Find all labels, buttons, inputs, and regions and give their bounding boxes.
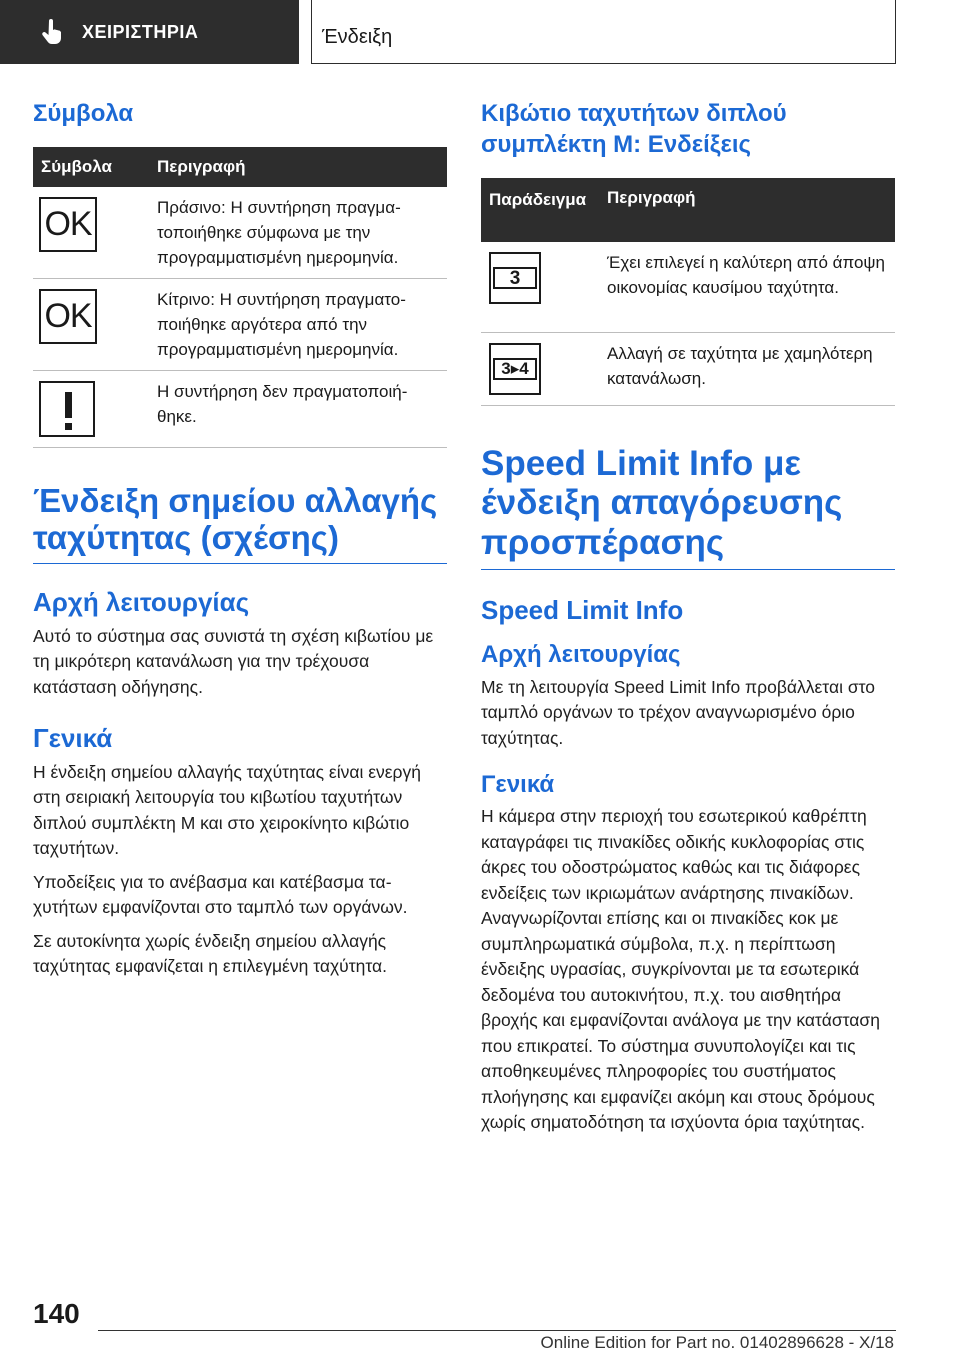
right-column (481, 98, 895, 1136)
row-description: Πράσινο: Η συντήρηση πραγματοποιήθηκε σύμφωνα με την προγραμματισμένη ημερομηνία. (149, 187, 447, 279)
table-header-description: Περιγραφή (149, 147, 447, 187)
general-paragraph-3: Σε αυτοκίνητα χωρίς ένδειξη σημείου αλλαγής ταχύτητας εμφανίζεται η επιλεγμένη ταχύτητα. (33, 930, 388, 977)
principle-heading: Αρχή λειτουργίας (33, 586, 250, 617)
shift-heading: Ένδειξη σημείου αλλαγής ταχύτητας (σχέσης) (33, 482, 447, 564)
principle-heading: Αρχή λειτουργίας (481, 641, 681, 669)
breadcrumb (311, 0, 896, 64)
edition-text: Online Edition for Part no. 01402896628 - X/18 (540, 1333, 894, 1352)
table-header-example: Παράδειγμα (481, 178, 599, 242)
ok-yellow-icon: OK (39, 289, 97, 344)
gear-shift-icon: 3▸4 (489, 343, 541, 395)
breadcrumb-label: Ένδειξη (322, 26, 393, 48)
table-row (481, 242, 895, 332)
table-row (481, 332, 895, 405)
left-column (33, 98, 447, 980)
table-row (33, 371, 447, 448)
table-row (33, 279, 447, 371)
footer-divider (98, 1330, 896, 1331)
row-description: Κίτρινο: Η συντήρηση πραγματοποιήθηκε αργότερα από την προγραμματισμένη ημερομηνία. (149, 279, 447, 371)
table-header-symbol: Σύμβολα (33, 147, 149, 187)
table-row (33, 187, 447, 279)
speed-limit-heading: Speed Limit Info με ένδειξη απαγόρευσης προσπέρασης (481, 444, 895, 570)
gear-3-icon: 3 (489, 252, 541, 304)
table-header-description: Περιγραφή (599, 178, 895, 242)
hand-touch-icon (38, 17, 68, 47)
exclamation-icon (39, 381, 95, 437)
sli-heading: Speed Limit Info (481, 594, 684, 625)
row-description: Έχει επιλεγεί η καλύτερη από άποψη οικονομίας καυσίμου ταχύτητα. (599, 242, 895, 332)
general-paragraph-1: Η ένδειξη σημείου αλλαγής ταχύτητας είναι ενεργή στη σειριακή λειτουργία του κιβωτίου ταχυτήτων διπλού συμπλέκτη M και στο χειροκίνητο κιβώτιο ταχυτήτων. (33, 761, 421, 859)
principle-text: Αυτό το σύστημα σας συνιστά τη σχέση κιβωτίου με τη μικρότερη κατανάλωση για την τρέχουσα κατάσταση οδήγησης. (33, 625, 434, 697)
general-paragraph-2: Υποδείξεις για το ανέβασμα και κατέβασμα ταχυτήτων εμφανίζονται στο ταμπλό των οργάνων. (33, 871, 408, 918)
section-tab (0, 0, 299, 64)
dct-table (481, 178, 895, 406)
row-description: Αλλαγή σε ταχύτητα με χαμηλότερη κατανάλωση. (599, 332, 895, 405)
general-text: Η κάμερα στην περιοχή του εσωτερικού καθρέπτη καταγράφει τις πινακίδες οδικής κυκλοφορίας στις άκρες του οδοστρώματος καθώς και τις διάφορες ενδείξεις των ικριωμάτων ανάρτησης πινακίδων. Αναγνωρίζονται επίσης και οι πινακίδες κοκ με συμπληρωματικά σύμβολα, π.χ. η περίπτωση ένδειξης υγρασίας, συγκρίνονται με τα εσωτερικά δεδομένα του αυτοκινήτου, π.χ. του αισθητήρα βροχής και εμφανίζονται ανάλογα με την κατάσταση που επικρατεί. Το σύστημα συνυπολογίζει και τις αποθηκευμένες πληροφορίες του συστήματος πλοήγησης και εμφανίζει ακόμη και στους δρόμους χωρίς σηματοδότηση τα ισχύοντα όρια ταχύτητας. (481, 806, 880, 1133)
dct-heading: Κιβώτιο ταχυτήτων διπλού συμπλέκτη M: Ενδείξεις (481, 100, 787, 159)
page-number: 140 (33, 1298, 80, 1329)
principle-text: Με τη λειτουργία Speed Limit Info προβάλλεται στο ταμπλό οργάνων το τρέχον αναγνωρισμένο όριο ταχύτητας. (481, 676, 876, 748)
section-title: ΧΕΙΡΙΣΤΗΡΙΑ (82, 21, 199, 42)
general-heading: Γενικά (33, 723, 113, 754)
general-heading: Γενικά (481, 771, 555, 798)
symbols-table (33, 147, 447, 448)
ok-green-icon: OK (39, 197, 97, 252)
row-description: Η συντήρηση δεν πραγματοποιήθηκε. (149, 371, 447, 448)
symbols-heading: Σύμβολα (33, 100, 134, 127)
